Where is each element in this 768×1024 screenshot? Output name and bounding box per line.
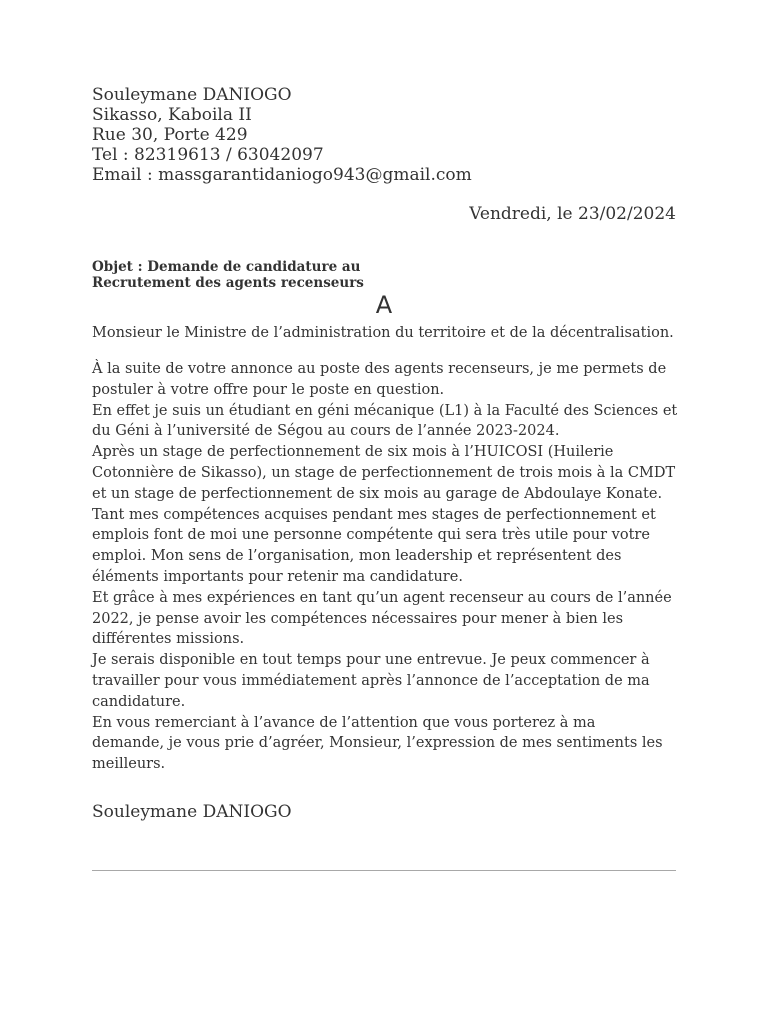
body-line: meilleurs.: [92, 756, 166, 773]
body-line: différentes missions.: [92, 631, 245, 648]
subject-line-2: Recrutement des agents recenseurs: [92, 274, 364, 291]
body-line: du Géni à l’université de Ségou au cours de l’année 2023-2024.: [92, 423, 560, 440]
body-line: emplois font de moi une personne compétente qui sera très utile pour votre: [92, 527, 650, 544]
sender-phone: Tel : 82319613 / 63042097: [92, 145, 324, 165]
body-line: 2022, je pense avoir les compétences nécessaires pour mener à bien les: [92, 610, 624, 627]
body-line: postuler à votre offre pour le poste en question.: [92, 381, 445, 398]
salutation: Monsieur le Ministre de l’administration du territoire et de la décentralisation.: [92, 325, 674, 341]
body-line: éléments importants pour retenir ma candidature.: [92, 568, 463, 585]
recipient-marker: A: [375, 291, 393, 319]
sender-address-line1: Sikasso, Kaboila II: [92, 105, 252, 125]
sender-block: [92, 85, 472, 185]
signature: Souleymane DANIOGO: [92, 802, 292, 822]
subject-line-1: Objet : Demande de candidature au: [92, 259, 361, 275]
body-line: demande, je vous prie d’agréer, Monsieur, l’expression de mes sentiments les: [92, 735, 663, 752]
sender-name: Souleymane DANIOGO: [92, 85, 292, 105]
body-line: Après un stage de perfectionnement de six mois à l’HUICOSI (Huilerie: [92, 444, 614, 461]
body-line: Tant mes compétences acquises pendant mes stages de perfectionnement et: [92, 506, 656, 523]
body-line: À la suite de votre annonce au poste des agents recenseurs, je me permets de: [92, 361, 667, 377]
divider: [92, 870, 676, 871]
body-line: candidature.: [92, 693, 186, 710]
body-line: Et grâce à mes expériences en tant qu’un agent recenseur au cours de l’année: [92, 589, 672, 606]
sender-address-line2: Rue 30, Porte 429: [92, 125, 248, 145]
body-line: Je serais disponible en tout temps pour une entrevue. Je peux commencer à: [92, 652, 650, 669]
letter-body: [92, 359, 692, 775]
body-line: et un stage de perfectionnement de six mois au garage de Abdoulaye Konate.: [92, 485, 663, 502]
body-line: En effet je suis un étudiant en géni mécanique (L1) à la Faculté des Sciences et: [92, 402, 678, 419]
letter-date: Vendredi, le 23/02/2024: [469, 204, 676, 224]
sender-email: Email : massgarantidaniogo943@gmail.com: [92, 165, 472, 185]
body-line: En vous remerciant à l’avance de l’attention que vous porterez à ma: [92, 714, 596, 731]
body-line: travailler pour vous immédiatement après l’annonce de l’acceptation de ma: [92, 672, 650, 689]
body-line: Cotonnière de Sikasso), un stage de perfectionnement de trois mois à la CMDT: [92, 464, 676, 481]
body-line: emploi. Mon sens de l’organisation, mon leadership et représentent des: [92, 548, 622, 565]
subject-block: [92, 260, 364, 291]
